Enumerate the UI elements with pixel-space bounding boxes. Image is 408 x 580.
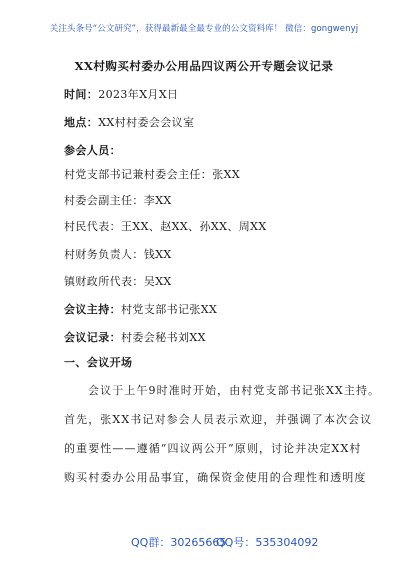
recorder-value: 村委会秘书刘XX bbox=[121, 331, 206, 344]
document-title: XX村购买村委办公用品四议两公开专题会议记录 bbox=[74, 59, 334, 73]
attendee-item: 村委会副主任：李XX bbox=[64, 194, 172, 207]
header-promo-banner: 关注头条号“公文研究”，获得最新最全最专业的公文资料库！ 微信：gongwenyj bbox=[49, 24, 359, 34]
place-value: XX村村委会会议室 bbox=[98, 116, 195, 129]
qq-group-value: 30265665 bbox=[170, 536, 227, 549]
body-paragraph-line: 购买村委办公用品事宜，确保资金使用的合理性和透明度 bbox=[64, 471, 367, 484]
attendee-item: 村财务负责人：钱XX bbox=[64, 248, 172, 261]
attendee-item: 镇财政所代表：吴XX bbox=[64, 275, 172, 288]
chair-label: 会议主持： bbox=[64, 303, 121, 316]
time-value: 2023年X月X日 bbox=[98, 88, 179, 101]
body-paragraph-line: 首先，张XX书记对参会人员表示欢迎，并强调了本次会议 bbox=[64, 413, 373, 426]
meeting-recorder bbox=[64, 329, 206, 345]
body-paragraph-line: 会议于上午9时准时开始，由村党支部书记张XX主持。 bbox=[88, 384, 381, 397]
footer-qq-number bbox=[216, 534, 318, 550]
meeting-chair bbox=[64, 301, 217, 317]
attendees-label: 参会人员： bbox=[64, 144, 121, 157]
recorder-label: 会议记录： bbox=[64, 331, 121, 344]
meeting-place bbox=[64, 114, 194, 130]
time-label: 时间： bbox=[64, 88, 99, 101]
attendee-item: 村党支部书记兼村委会主任：张XX bbox=[64, 168, 241, 181]
meeting-time bbox=[64, 86, 178, 102]
body-paragraph-line: 的重要性——遵循“四议两公开”原则，讨论并决定XX村 bbox=[64, 442, 362, 455]
section-heading: 一、会议开场 bbox=[64, 356, 133, 369]
chair-value: 村党支部书记张XX bbox=[121, 303, 218, 316]
place-label: 地点： bbox=[64, 116, 99, 129]
footer-qq-group bbox=[131, 534, 226, 550]
attendee-item: 村民代表：王XX、赵XX、孙XX、周XX bbox=[64, 220, 267, 233]
qq-value: 535304092 bbox=[255, 536, 319, 549]
qq-group-label: QQ群： bbox=[131, 536, 171, 549]
qq-label: QQ号： bbox=[216, 536, 256, 549]
